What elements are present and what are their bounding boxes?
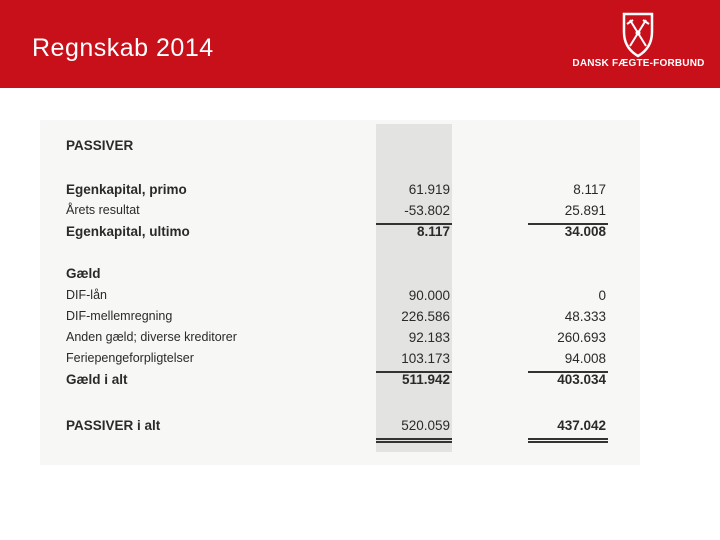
row-label: Gæld i alt	[66, 372, 128, 387]
row-label: PASSIVER i alt	[66, 418, 161, 433]
row-label: Anden gæld; diverse kreditorer	[66, 330, 237, 344]
row-label: DIF-mellemregning	[66, 309, 173, 323]
shield-swords-icon	[620, 10, 656, 58]
table-row	[40, 309, 640, 329]
value-2013: 48.333	[564, 309, 606, 324]
table-row	[40, 203, 640, 223]
table-row	[40, 372, 640, 392]
value-2014: 92.183	[408, 330, 450, 345]
table-row	[40, 224, 640, 244]
federation-logo	[566, 8, 711, 78]
value-2013: 0	[598, 288, 606, 303]
scanned-balance-sheet	[40, 120, 640, 465]
slide-header	[0, 0, 720, 88]
value-2013: 94.008	[564, 351, 606, 366]
logo-text: DANSK FÆGTE-FORBUND	[572, 58, 705, 69]
total-double-rule	[528, 441, 608, 443]
heading-row	[40, 138, 640, 158]
value-2013: 437.042	[557, 418, 606, 433]
row-label: Egenkapital, ultimo	[66, 224, 190, 239]
value-2014: 90.000	[408, 288, 450, 303]
table-row	[40, 418, 640, 438]
value-2014: 511.942	[401, 372, 450, 387]
value-2014: -53.802	[404, 203, 450, 218]
table-row	[40, 182, 640, 202]
row-label: Feriepengeforpligtelser	[66, 351, 194, 365]
row-label: Årets resultat	[66, 203, 140, 217]
value-2014: 61.919	[408, 182, 450, 197]
value-2013: 8.117	[573, 182, 606, 197]
row-label: DIF-lån	[66, 288, 107, 302]
value-2013: 34.008	[564, 224, 606, 239]
row-label: Egenkapital, primo	[66, 182, 187, 197]
value-2014: 226.586	[401, 309, 450, 324]
total-double-rule	[376, 441, 452, 443]
table-row	[40, 266, 640, 286]
section-heading: PASSIVER	[66, 138, 134, 153]
value-2013: 403.034	[557, 372, 606, 387]
value-2014: 520.059	[401, 418, 450, 433]
table-row	[40, 288, 640, 308]
value-2014: 8.117	[416, 224, 450, 239]
table-row	[40, 330, 640, 350]
value-2013: 25.891	[564, 203, 606, 218]
value-2013: 260.693	[557, 330, 606, 345]
total-double-rule	[376, 438, 452, 440]
value-2014: 103.173	[401, 351, 450, 366]
row-label: Gæld	[66, 266, 101, 281]
table-row	[40, 351, 640, 371]
slide-title: Regnskab 2014	[32, 34, 214, 62]
total-double-rule	[528, 438, 608, 440]
